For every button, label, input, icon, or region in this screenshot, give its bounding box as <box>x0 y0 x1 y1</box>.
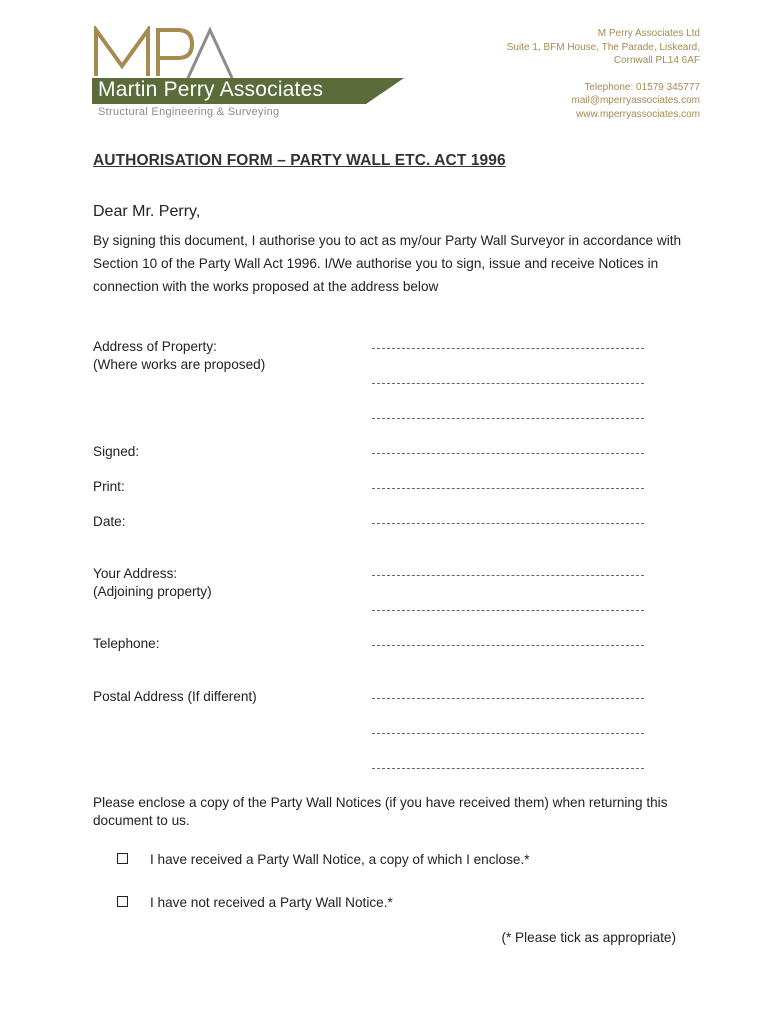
postal-address-line-2[interactable] <box>372 733 644 734</box>
date-line[interactable] <box>372 523 644 524</box>
company-name: M Perry Associates Ltd <box>597 28 700 39</box>
telephone-line[interactable] <box>372 645 644 646</box>
your-address-sublabel: (Adjoining property) <box>93 584 212 599</box>
print-label: Print: <box>93 479 125 494</box>
address-property-line-3[interactable] <box>372 418 644 419</box>
your-address-line-1[interactable] <box>372 575 644 576</box>
your-address-label: Your Address: <box>93 566 178 581</box>
address-line-1: Suite 1, BFM House, The Parade, Liskeard, <box>506 41 700 53</box>
address-property-line-2[interactable] <box>372 383 644 384</box>
print-line[interactable] <box>372 488 644 489</box>
postal-address-label: Postal Address (If different) <box>93 689 257 704</box>
address-property-line-1[interactable] <box>372 348 644 349</box>
postal-address-line-1[interactable] <box>372 698 644 699</box>
signed-label: Signed: <box>93 444 140 459</box>
address-line-2: Cornwall PL14 6AF <box>613 55 700 66</box>
address-property-sublabel: (Where works are proposed) <box>93 357 266 372</box>
company-website[interactable]: www.mperryassociates.com <box>576 108 700 120</box>
postal-address-line-3[interactable] <box>372 768 644 769</box>
checkbox-received[interactable] <box>117 853 128 864</box>
option-received-label: I have received a Party Wall Notice, a copy of which I enclose.* <box>150 852 530 867</box>
signed-line[interactable] <box>372 453 644 454</box>
option-not-received-label: I have not received a Party Wall Notice.* <box>150 895 393 910</box>
intro-paragraph: By signing this document, I authorise you to act as my/our Party Wall Surveyor in accordance with Section 10 of the Party Wall Act 1996. I/We authorise you to sign, issue and receive Notices in connection with the works proposed at the address below <box>93 233 682 294</box>
logo-name: Martin Perry Associates <box>98 78 324 101</box>
option-received[interactable] <box>117 852 530 867</box>
enclose-note: Please enclose a copy of the Party Wall Notices (if you have received them) when returning this document to us. <box>93 795 668 828</box>
your-address-line-2[interactable] <box>372 610 644 611</box>
logo-tagline: Structural Engineering & Surveying <box>98 106 280 118</box>
greeting: Dear Mr. Perry, <box>93 203 201 220</box>
contact-block <box>507 27 700 121</box>
date-label: Date: <box>93 514 126 529</box>
company-email[interactable]: mail@mperryassociates.com <box>571 95 700 106</box>
address-property-label: Address of Property: <box>93 339 217 354</box>
checkbox-not-received[interactable] <box>117 896 128 907</box>
footnote: (* Please tick as appropriate) <box>501 930 676 945</box>
company-telephone: Telephone: 01579 345777 <box>584 81 700 93</box>
telephone-label: Telephone: <box>93 636 160 651</box>
option-not-received[interactable] <box>117 895 393 910</box>
company-logo <box>92 26 412 126</box>
form-title: AUTHORISATION FORM – PARTY WALL ETC. ACT 1996 <box>93 152 506 169</box>
